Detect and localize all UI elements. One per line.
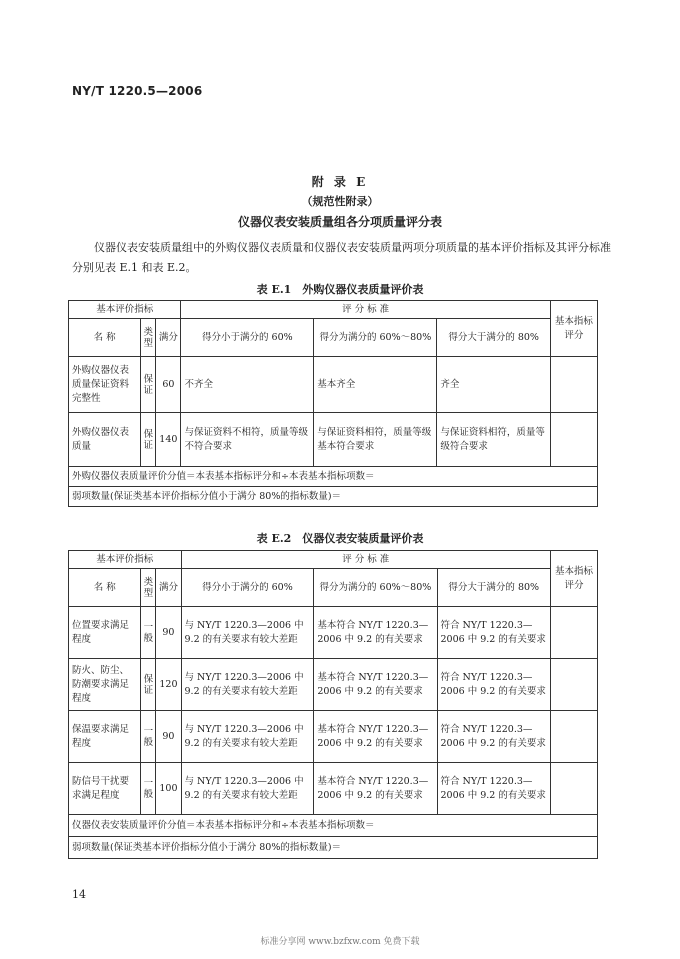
row-name: 外购仪器仪表质量保证资料完整性	[69, 357, 141, 413]
header-basic-indicator: 基本评价指标	[69, 301, 181, 319]
table-row	[69, 659, 598, 711]
row-gt80: 符合 NY/T 1220.3—2006 中 9.2 的有关要求	[437, 607, 550, 659]
row-indicator-score	[550, 413, 597, 467]
row-gt80: 符合 NY/T 1220.3—2006 中 9.2 的有关要求	[437, 711, 550, 763]
row-type: 保证	[141, 413, 156, 467]
row-lt60: 不齐全	[181, 357, 314, 413]
row-gt80: 与保证资料相符，质量等级符合要求	[437, 413, 550, 467]
table-row	[69, 763, 598, 815]
row-score: 90	[156, 607, 181, 659]
table-e1	[68, 300, 598, 507]
row-gt80: 符合 NY/T 1220.3—2006 中 9.2 的有关要求	[437, 763, 550, 815]
appendix-title: 附 录 E	[311, 175, 369, 189]
table2-formula: 仪器仪表安装质量评价分值＝本表基本指标评分和÷本表基本指标项数＝	[69, 815, 598, 837]
row-mid: 基本符合 NY/T 1220.3—2006 中 9.2 的有关要求	[314, 711, 437, 763]
row-gt80: 符合 NY/T 1220.3—2006 中 9.2 的有关要求	[437, 659, 550, 711]
table2-caption: 表 E.2 仪器仪表安装质量评价表	[256, 532, 424, 545]
page-number: 14	[72, 888, 86, 901]
row-type: 保证	[141, 659, 156, 711]
header-60-80: 得分为满分的 60%～80%	[314, 569, 437, 607]
row-mid: 与保证资料相符，质量等级基本符合要求	[314, 413, 437, 467]
header-indicator-score: 基本指标评分	[550, 551, 597, 607]
table1-caption: 表 E.1 外购仪器仪表质量评价表	[256, 283, 424, 296]
row-name: 防火、防尘、防潮要求满足程度	[69, 659, 141, 711]
header-basic-indicator: 基本评价指标	[69, 551, 182, 569]
footer-watermark: 标准分享网 www.bzfxw.com 免费下载	[260, 937, 420, 947]
table-e2	[68, 550, 598, 859]
intro-paragraph: 仪器仪表安装质量组中的外购仪器仪表质量和仪器仪表安装质量两项分项质量的基本评价指标及其评分标准分别见表 E.1 和表 E.2。	[72, 241, 611, 274]
row-mid: 基本符合 NY/T 1220.3—2006 中 9.2 的有关要求	[314, 607, 437, 659]
row-mid: 基本符合 NY/T 1220.3—2006 中 9.2 的有关要求	[314, 659, 437, 711]
standard-number: NY/T 1220.5—2006	[72, 84, 203, 98]
header-name: 名 称	[69, 319, 141, 357]
table-row	[69, 711, 598, 763]
header-type: 类型	[141, 569, 156, 607]
row-lt60: 与保证资料不相符，质量等级不符合要求	[181, 413, 314, 467]
row-score: 60	[156, 357, 181, 413]
row-score: 90	[156, 711, 181, 763]
table1-formula: 外购仪器仪表质量评价分值＝本表基本指标评分和÷本表基本指标项数＝	[69, 467, 598, 487]
appendix-heading: 仪器仪表安装质量组各分项质量评分表	[237, 215, 442, 229]
row-lt60: 与 NY/T 1220.3—2006 中 9.2 的有关要求有较大差距	[181, 711, 314, 763]
table-row	[69, 607, 598, 659]
row-score: 140	[156, 413, 181, 467]
appendix-subtitle: （规范性附录）	[301, 195, 379, 208]
row-indicator-score	[550, 607, 597, 659]
row-type: 一般	[141, 607, 156, 659]
row-name: 防信号干扰要求满足程度	[69, 763, 141, 815]
header-gt80: 得分大于满分的 80%	[437, 319, 550, 357]
header-lt60: 得分小于满分的 60%	[181, 569, 314, 607]
row-type: 保证	[141, 357, 156, 413]
row-lt60: 与 NY/T 1220.3—2006 中 9.2 的有关要求有较大差距	[181, 659, 314, 711]
table-row	[69, 413, 598, 467]
header-name: 名 称	[69, 569, 141, 607]
row-indicator-score	[550, 711, 597, 763]
row-indicator-score	[550, 763, 597, 815]
row-type: 一般	[141, 711, 156, 763]
row-score: 120	[156, 659, 181, 711]
header-full-score: 满分	[156, 319, 181, 357]
header-indicator-score: 基本指标评分	[550, 301, 597, 357]
table-row	[69, 357, 598, 413]
header-gt80: 得分大于满分的 80%	[437, 569, 550, 607]
row-type: 一般	[141, 763, 156, 815]
row-indicator-score	[550, 357, 597, 413]
row-indicator-score	[550, 659, 597, 711]
row-name: 位置要求满足程度	[69, 607, 141, 659]
header-criteria: 评 分 标 准	[181, 551, 550, 569]
table2-weak-count: 弱项数量(保证类基本评价指标分值小于满分 80%的指标数量)＝	[69, 837, 598, 859]
header-type: 类型	[141, 319, 156, 357]
row-lt60: 与 NY/T 1220.3—2006 中 9.2 的有关要求有较大差距	[181, 607, 314, 659]
row-name: 保温要求满足程度	[69, 711, 141, 763]
table1-weak-count: 弱项数量(保证类基本评价指标分值小于满分 80%的指标数量)＝	[69, 487, 598, 507]
row-mid: 基本符合 NY/T 1220.3—2006 中 9.2 的有关要求	[314, 763, 437, 815]
row-score: 100	[156, 763, 181, 815]
row-gt80: 齐全	[437, 357, 550, 413]
row-lt60: 与 NY/T 1220.3—2006 中 9.2 的有关要求有较大差距	[181, 763, 314, 815]
row-name: 外购仪器仪表质量	[69, 413, 141, 467]
header-criteria: 评 分 标 准	[181, 301, 550, 319]
header-full-score: 满分	[156, 569, 181, 607]
header-lt60: 得分小于满分的 60%	[181, 319, 314, 357]
header-60-80: 得分为满分的 60%～80%	[314, 319, 437, 357]
row-mid: 基本齐全	[314, 357, 437, 413]
